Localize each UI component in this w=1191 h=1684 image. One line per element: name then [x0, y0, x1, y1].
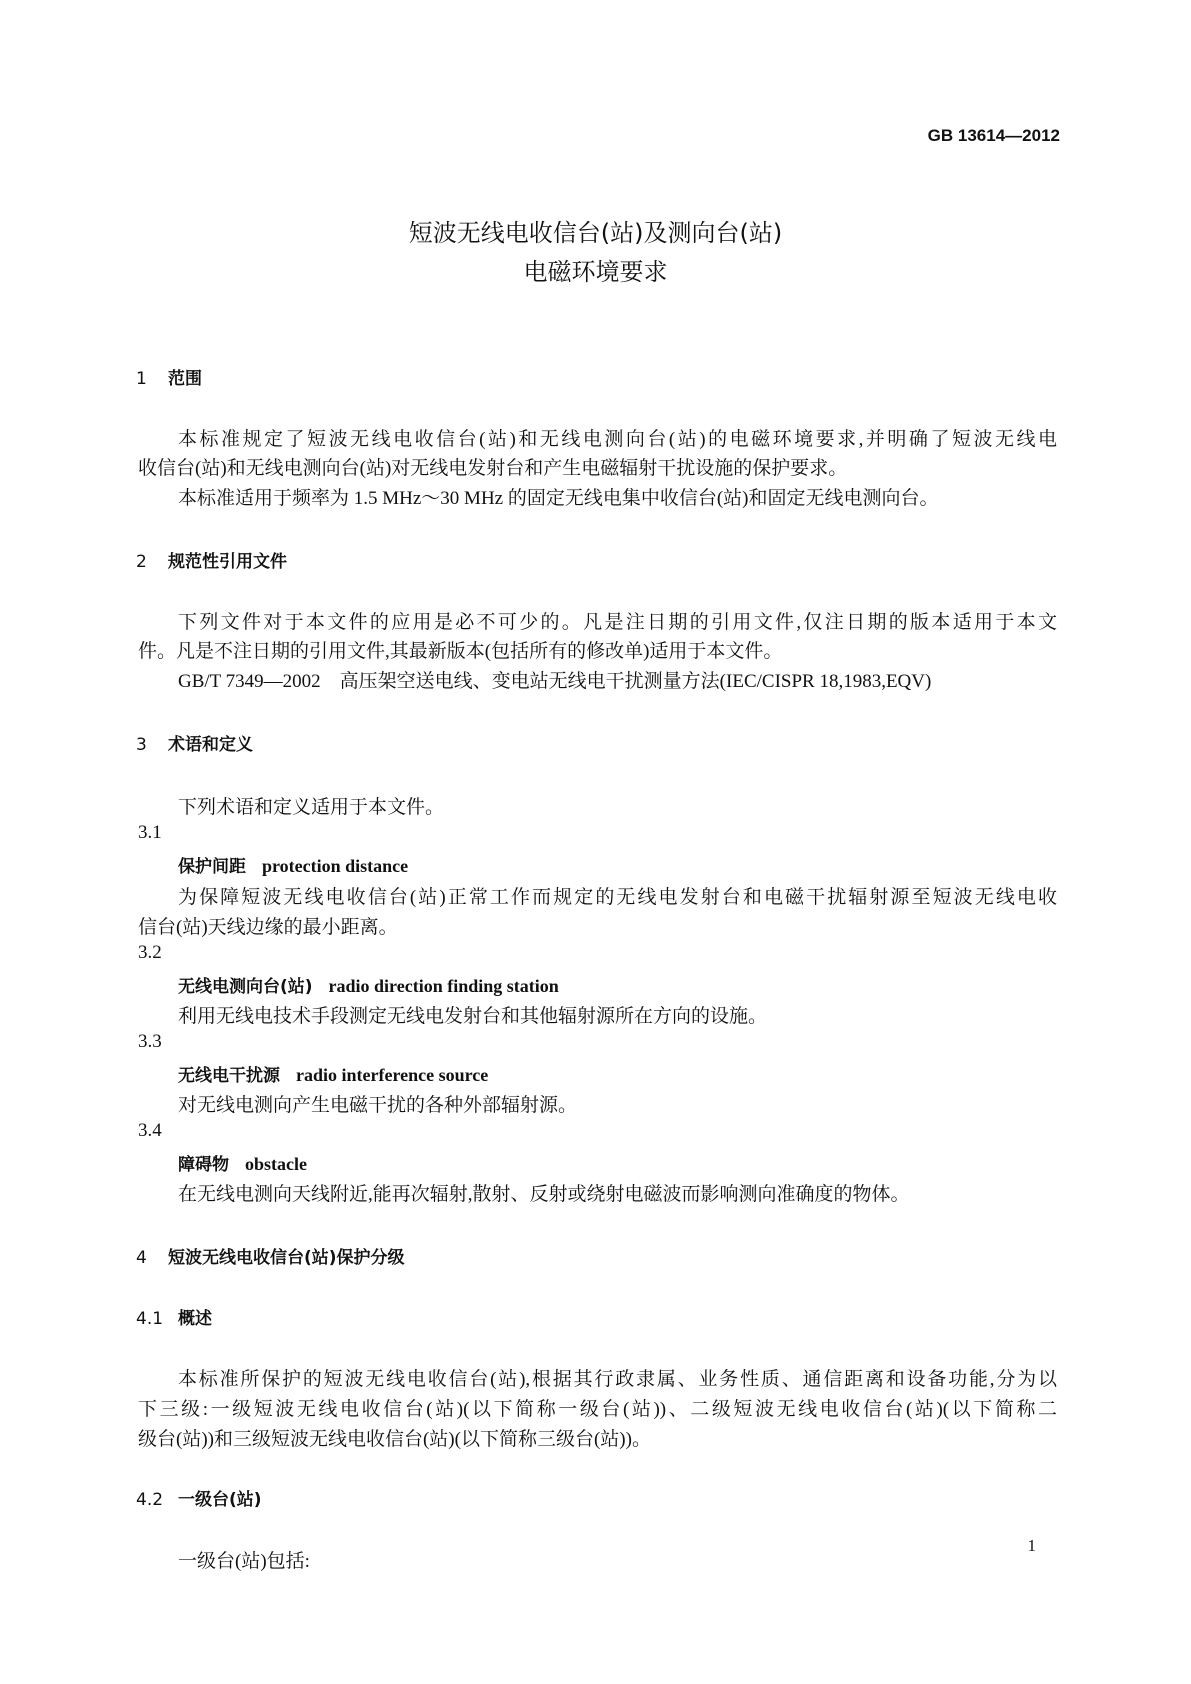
term-heading: 障碍物 obstacle: [178, 1154, 307, 1175]
term-number: 3.1: [138, 822, 162, 843]
page-number: 1: [1027, 1536, 1036, 1555]
term-definition: 信台(站)天线边缘的最小距离。: [138, 917, 398, 938]
s41-text: 下三级:一级短波无线电收信台(站)(以下简称一级台(站))、二级短波无线电收信台(站)(以下简称二: [138, 1399, 1057, 1420]
s2-text: 下列文件对于本文件的应用是必不可少的。凡是注日期的引用文件,仅注日期的版本适用于本文: [178, 612, 1057, 633]
term-definition: 利用无线电技术手段测定无线电发射台和其他辐射源所在方向的设施。: [178, 1006, 768, 1027]
term-number: 3.4: [138, 1120, 162, 1141]
s42-text: 一级台(站)包括:: [178, 1551, 310, 1572]
doc-title-line-1: 短波无线电收信台(站)及测向台(站): [408, 219, 783, 247]
s2-reference: GB/T 7349—2002 高压架空送电线、变电站无线电干扰测量方法(IEC/CISPR 18,1983,EQV): [178, 671, 932, 692]
term-number: 3.3: [138, 1031, 162, 1052]
term-definition: 对无线电测向产生电磁干扰的各种外部辐射源。: [178, 1095, 578, 1116]
s41-text: 级台(站))和三级短波无线电收信台(站)(以下简称三级台(站))。: [138, 1429, 651, 1450]
term-definition: 在无线电测向天线附近,能再次辐射,散射、反射或绕射电磁波而影响测向准确度的物体。: [178, 1184, 910, 1205]
s1-text: 收信台(站)和无线电测向台(站)对无线电发射台和产生电磁辐射干扰设施的保护要求。: [138, 458, 848, 479]
term-definition: 为保障短波无线电收信台(站)正常工作而规定的无线电发射台和电磁干扰辐射源至短波无线电收: [178, 887, 1057, 908]
s1-text: 本标准规定了短波无线电收信台(站)和无线电测向台(站)的电磁环境要求,并明确了短波无线电: [178, 429, 1057, 450]
section-4-heading: 4 短波无线电收信台(站)保护分级: [136, 1248, 405, 1268]
s3-intro: 下列术语和定义适用于本文件。: [178, 797, 445, 818]
s1-text: 本标准适用于频率为 1.5 MHz～30 MHz 的固定无线电集中收信台(站)和固定无线电测向台。: [178, 488, 939, 509]
section-3-heading: 3 术语和定义: [136, 735, 253, 755]
section-4-1-heading: 4.1 概述: [136, 1309, 212, 1329]
section-4-2-heading: 4.2 一级台(站): [136, 1490, 262, 1510]
term-number: 3.2: [138, 942, 162, 963]
s2-text: 件。凡是不注日期的引用文件,其最新版本(包括所有的修改单)适用于本文件。: [138, 641, 783, 662]
term-heading: 无线电干扰源 radio interference source: [178, 1065, 489, 1086]
section-1-heading: 1 范围: [136, 369, 202, 389]
s41-text: 本标准所保护的短波无线电收信台(站),根据其行政隶属、业务性质、通信距离和设备功能,分为以: [178, 1369, 1057, 1390]
standard-number: GB 13614—2012: [927, 126, 1060, 145]
doc-title-line-2: 电磁环境要求: [523, 258, 668, 286]
section-2-heading: 2 规范性引用文件: [136, 552, 287, 572]
term-heading: 无线电测向台(站) radio direction finding station: [178, 976, 559, 997]
term-heading: 保护间距 protection distance: [178, 856, 409, 877]
